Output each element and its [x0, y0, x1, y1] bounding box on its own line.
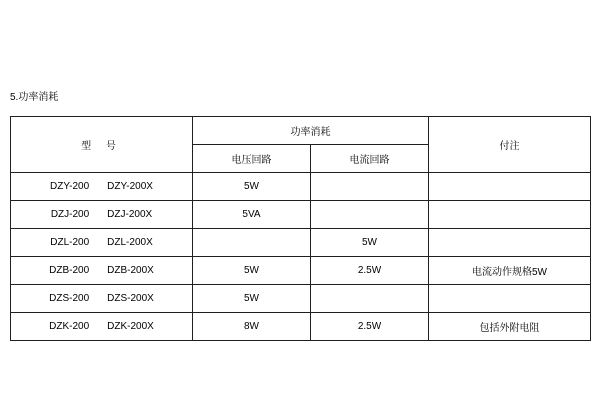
- cell-note: [429, 173, 591, 201]
- power-consumption-table: [10, 116, 591, 341]
- model-name-primary: DZB-200: [49, 265, 90, 276]
- table-header-row-1: [11, 117, 591, 145]
- cell-model: [11, 313, 193, 341]
- cell-model: [11, 229, 193, 257]
- cell-model: [11, 173, 193, 201]
- model-name-secondary: DZB-200X: [107, 265, 154, 276]
- table-row: [11, 285, 591, 313]
- cell-note: 电流动作规格5W: [429, 257, 591, 285]
- table-row: [11, 257, 591, 285]
- table-row: [11, 229, 591, 257]
- model-name-secondary: DZK-200X: [107, 321, 154, 332]
- cell-voltage: 5W: [193, 285, 311, 313]
- cell-voltage: [193, 229, 311, 257]
- cell-voltage: 8W: [193, 313, 311, 341]
- cell-note: [429, 229, 591, 257]
- table-row: [11, 201, 591, 229]
- power-consumption-table-wrapper: [10, 116, 590, 341]
- header-note: 付注: [429, 117, 591, 173]
- table-row: [11, 313, 591, 341]
- cell-voltage: 5W: [193, 257, 311, 285]
- cell-model: [11, 257, 193, 285]
- section-heading: 5.功率消耗: [10, 92, 59, 103]
- header-current-circuit: 电流回路: [311, 145, 429, 173]
- cell-current: [311, 201, 429, 229]
- cell-model: [11, 285, 193, 313]
- cell-note: [429, 201, 591, 229]
- cell-current: 2.5W: [311, 313, 429, 341]
- cell-note: 包括外附电阻: [429, 313, 591, 341]
- model-name-secondary: DZY-200X: [107, 181, 153, 192]
- model-name-primary: DZS-200: [49, 293, 90, 304]
- table-row: [11, 173, 591, 201]
- model-name-primary: DZY-200: [50, 181, 90, 192]
- model-name-primary: DZJ-200: [50, 209, 90, 220]
- model-name-primary: DZK-200: [49, 321, 90, 332]
- header-voltage-circuit: 电压回路: [193, 145, 311, 173]
- cell-current: 5W: [311, 229, 429, 257]
- cell-voltage: 5W: [193, 173, 311, 201]
- cell-voltage: 5VA: [193, 201, 311, 229]
- header-power-consumption: 功率消耗: [193, 117, 429, 145]
- model-name-secondary: DZL-200X: [107, 237, 153, 248]
- model-name-secondary: DZS-200X: [107, 293, 154, 304]
- cell-current: [311, 173, 429, 201]
- cell-model: [11, 201, 193, 229]
- model-name-primary: DZL-200: [50, 237, 90, 248]
- cell-current: 2.5W: [311, 257, 429, 285]
- header-model: 型 号: [11, 117, 193, 173]
- cell-note: [429, 285, 591, 313]
- model-name-secondary: DZJ-200X: [107, 209, 153, 220]
- cell-current: [311, 285, 429, 313]
